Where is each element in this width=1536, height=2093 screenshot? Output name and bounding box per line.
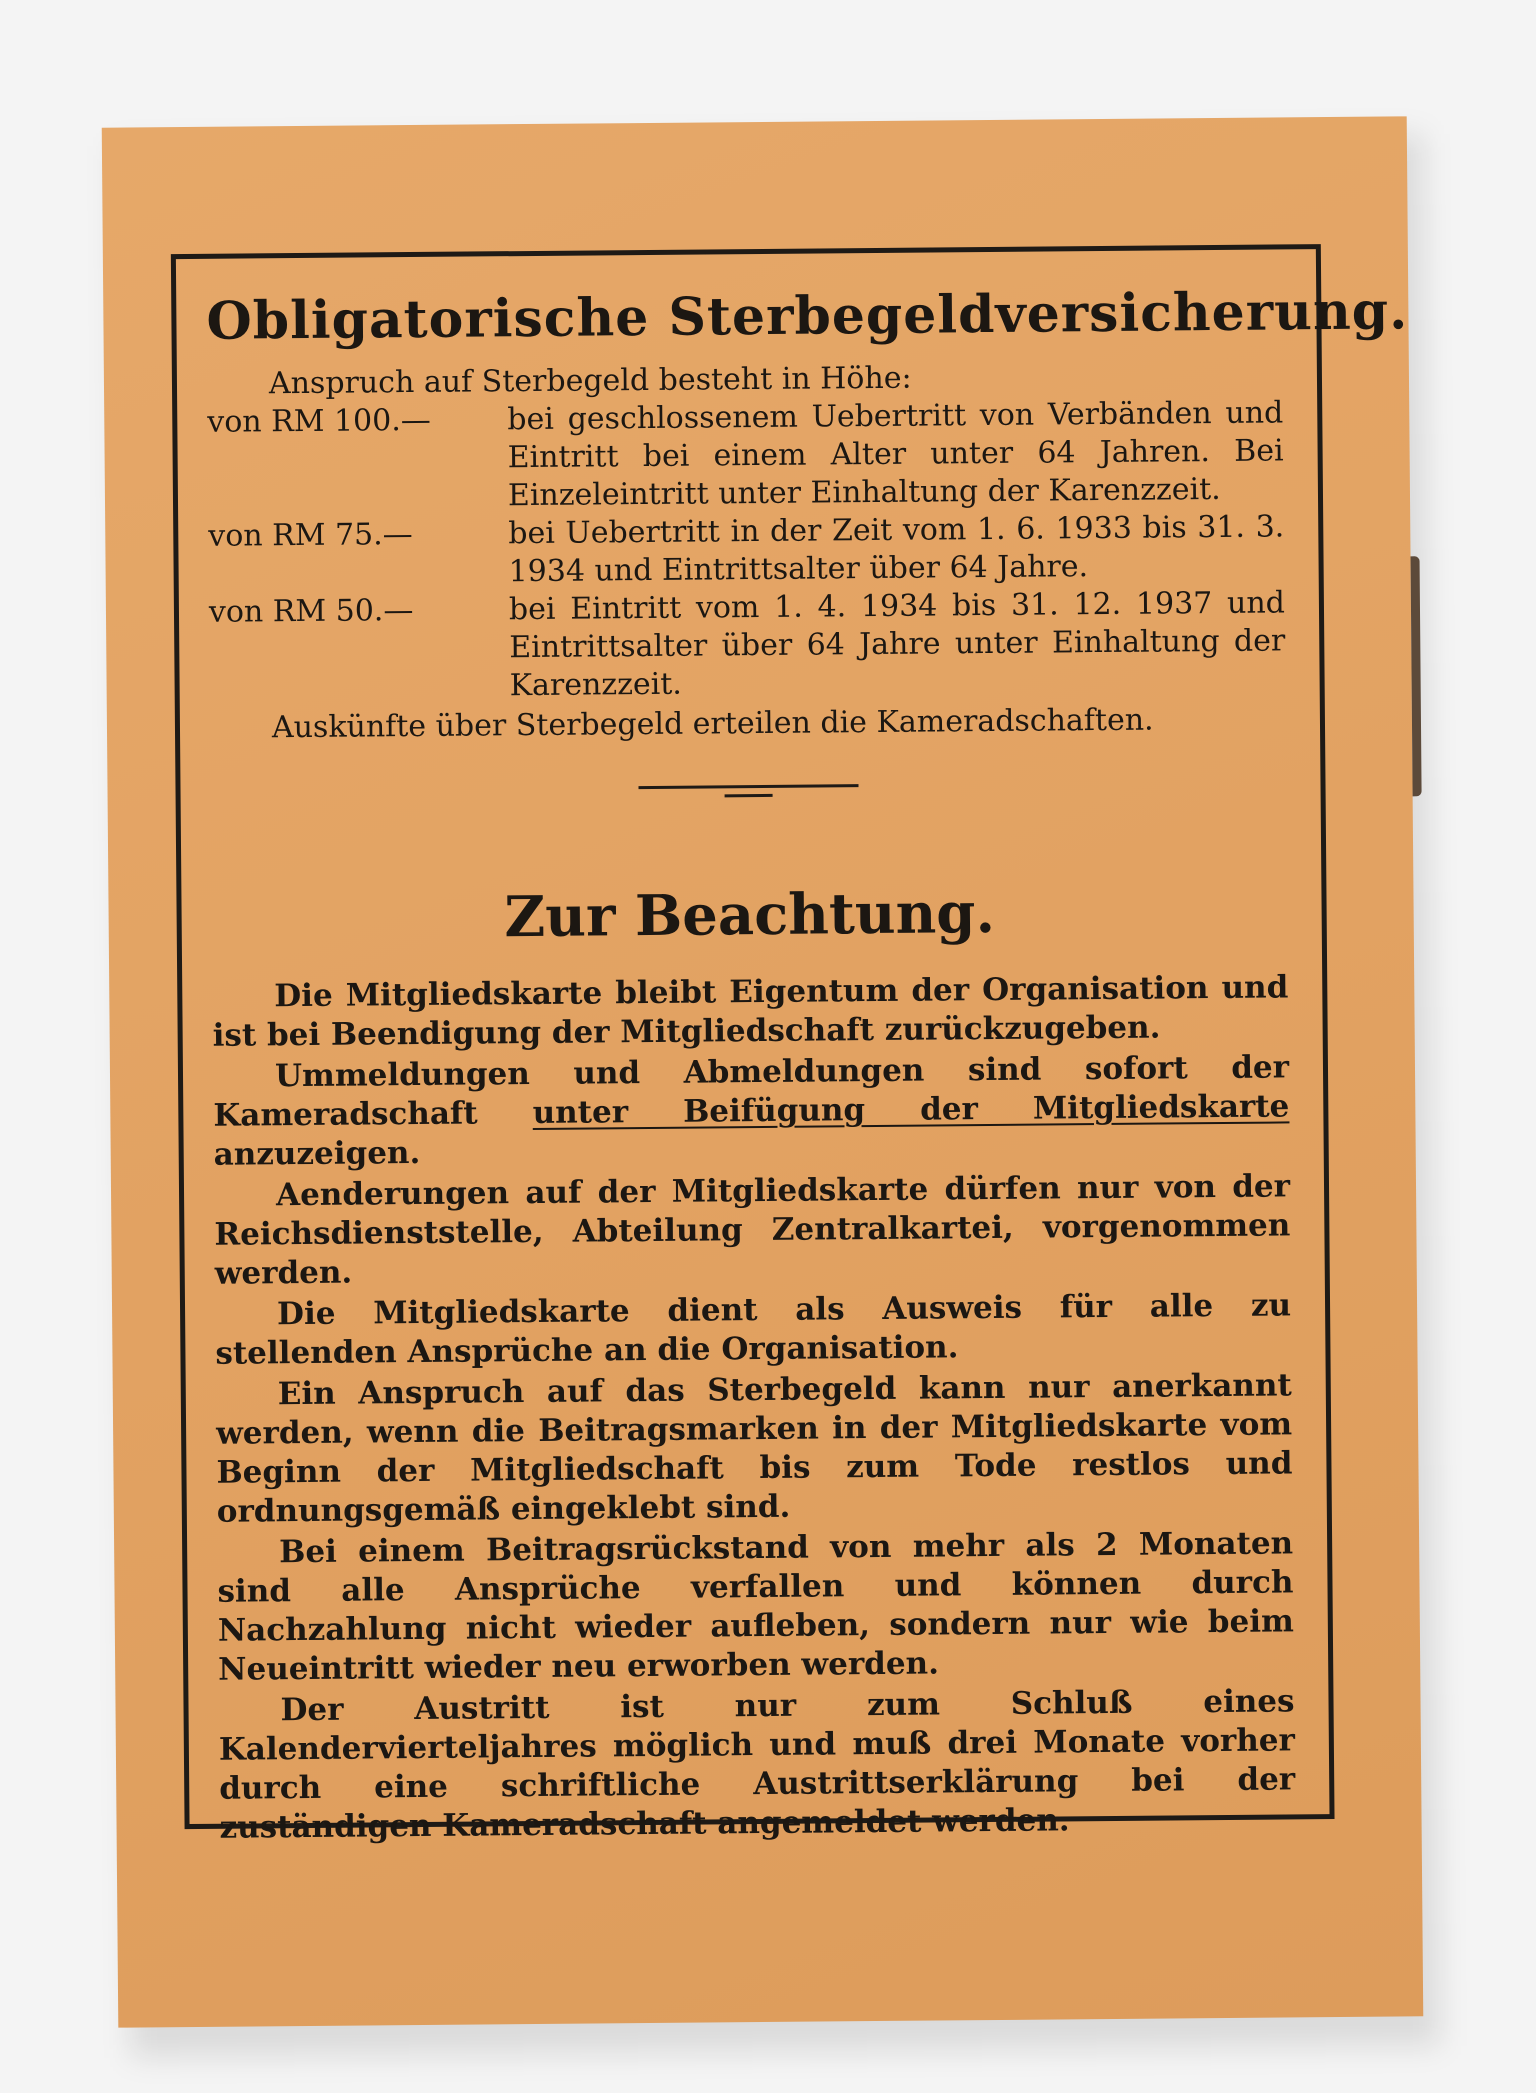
membership-card-back — [102, 116, 1424, 2027]
insurance-intro: Anspruch auf Sterbegeld besteht in Höhe: — [268, 360, 912, 402]
notice-paragraph: Aenderungen auf der Mitgliedskarte dürfen nur von der Reichsdienststelle, Abteilung Zentralkartei, vorgenommen werden. — [214, 1168, 1291, 1292]
notice-paragraph — [213, 1048, 1290, 1174]
insurance-closing: Auskünfte über Sterbegeld erteilen die Kameradschaften. — [271, 702, 1154, 746]
tier-row-75 — [208, 509, 1285, 594]
tier-amount: von RM 100.— — [207, 403, 431, 441]
notice-underlined-text: unter Beifügung der Mitgliedskarte — [532, 1088, 1290, 1131]
notice-text: anzuzeigen. — [213, 1134, 421, 1173]
insurance-title: Obligatorische Sterbegeldversicherung. — [206, 280, 1409, 352]
section-divider — [639, 784, 859, 789]
notice-paragraph: Ein Anspruch auf das Sterbegeld kann nur anerkannt werden, wenn die Beitragsmarken in der Mitgliedskarte vom Beginn der Mitgliedschaft bis zum Tode restlos und ordnungsgemäß eingeklebt sind. — [215, 1367, 1293, 1530]
notice-paragraph: Die Mitgliedskarte dient als Ausweis für alle zu stellenden Ansprüche an die Organisation. — [215, 1287, 1292, 1372]
tier-row-100 — [207, 395, 1284, 518]
section-divider-short — [725, 794, 773, 797]
tier-text: bei Uebertritt in der Zeit vom 1. 6. 1933 bis 31. 3. 1934 und Eintrittsalter über 64 Jahre. — [508, 509, 1285, 590]
tier-row-50 — [209, 585, 1286, 708]
tier-amount: von RM 75.— — [208, 517, 413, 555]
tier-amount: von RM 50.— — [208, 593, 414, 630]
text-frame — [171, 244, 1409, 1846]
notice-text: Ummeldungen und Abmeldungen sind sofort der Kameradschaft — [213, 1049, 1290, 1134]
tier-text: bei Eintritt vom 1. 4. 1934 bis 31. 12. 1937 und Eintrittsalter über 64 Jahre unter Einhaltung der Karenzzeit. — [508, 585, 1286, 704]
notice-paragraph: Die Mitgliedskarte bleibt Eigentum der Organisation und ist bei Beendigung der Mitgliedschaft zurückzugeben. — [212, 969, 1289, 1054]
notice-title: Zur Beachtung. — [504, 880, 996, 951]
tier-text: bei geschlossenem Uebertritt von Verbänden und Eintritt bei einem Alter unter 64 Jahren. Bei Einzeleintritt unter Einhaltung der Karenzzeit. — [507, 395, 1284, 514]
notice-paragraph: Bei einem Beitragsrückstand von mehr als 2 Monaten sind alle Ansprüche verfallen und können durch Nachzahlung nicht wieder aufleben, sondern nur wie beim Neueintritt wieder neu erworben werden. — [217, 1525, 1294, 1688]
notice-paragraph: Der Austritt ist nur zum Schluß eines Kalendervierteljahres möglich und muß drei Monate vorher durch eine schriftliche Austrittserklärung bei der zuständigen Kameradschaft angemeldet werden. — [218, 1683, 1296, 1846]
